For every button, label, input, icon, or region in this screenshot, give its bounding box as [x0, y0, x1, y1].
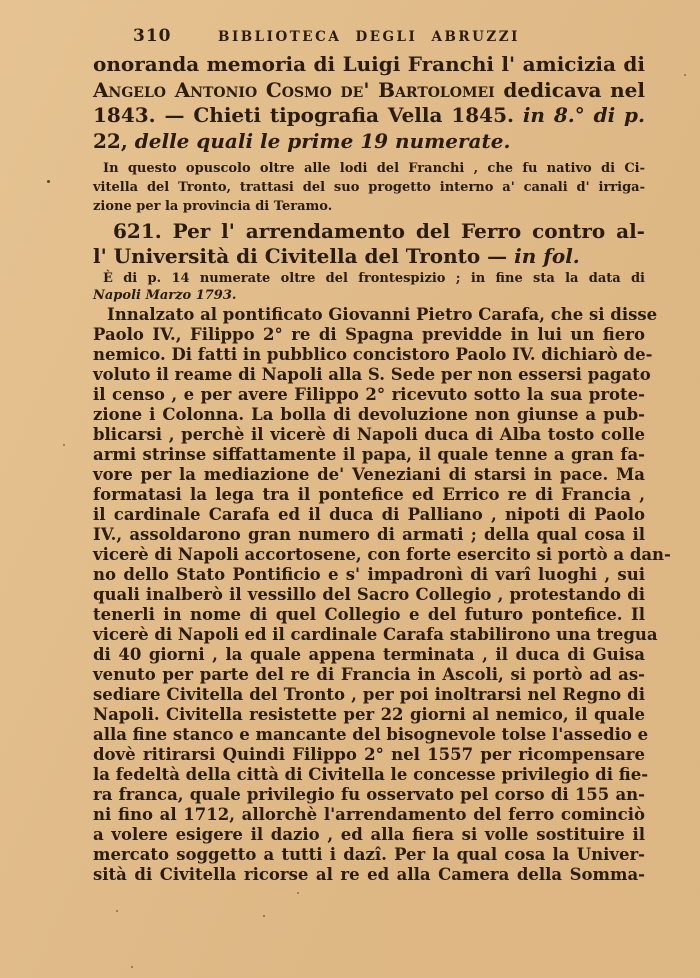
- note-line: zione per la provincia di Teramo.: [93, 199, 333, 214]
- intro-line: [93, 78, 645, 104]
- running-title: BIBLIOTECA DEGLI ABRUZZI: [218, 29, 520, 45]
- bibliographic-note-1: [93, 159, 645, 216]
- body-line: alla fine stanco e mancante del bisognevole tolse l'assedio e: [93, 725, 649, 744]
- format-note: in fol.: [514, 244, 580, 268]
- scan-speck: [263, 915, 265, 917]
- intro-line: onoranda memoria di Luigi Franchi l' amicizia di: [93, 52, 645, 76]
- note-line: Napoli Marzo 1793.: [93, 287, 237, 303]
- page-number: 310: [133, 26, 172, 46]
- running-header: [93, 26, 645, 48]
- bibliographic-note-2: [93, 271, 645, 304]
- scan-speck: [47, 180, 50, 183]
- body-line: Innalzato al pontificato Giovanni Pietro Carafa, che si disse: [107, 305, 658, 324]
- scan-speck: [684, 74, 686, 76]
- body-line: dovè ritirarsi Quindi Filippo 2° nel 1557 per ricompensare: [93, 745, 645, 764]
- intro-line-rest: dedicava nel: [494, 77, 645, 102]
- note-line: In questo opuscolo oltre alle lodi del Franchi , che fu nativo di Ci-: [103, 161, 645, 176]
- entry-number: 621.: [113, 219, 173, 243]
- entry-title: Per l' arrendamento del Ferro contro al-: [172, 219, 645, 243]
- author-names: Angelo Antonio Cosmo de' Bartolomei: [93, 77, 495, 102]
- body-line: sediare Civitella del Tronto , per poi inoltrarsi nel Regno di: [93, 685, 645, 704]
- body-line: di 40 giorni , la quale appena terminata , il duca di Guisa: [93, 645, 645, 664]
- body-line: nemico. Di fatti in pubblico concistoro Paolo IV. dichiarò de-: [93, 345, 653, 364]
- body-line: no dello Stato Pontificio e s' impadronì di varî luoghi , sui: [93, 565, 645, 584]
- body-line: vicerè di Napoli ed il cardinale Carafa stabilirono una tregua: [93, 625, 658, 644]
- body-line: il cardinale Carafa ed il duca di Palliano , nipoti di Paolo: [93, 505, 645, 524]
- scan-speck: [63, 444, 65, 446]
- body-line: ra franca, quale privilegio fu osservato pel corso di 155 an-: [93, 785, 645, 804]
- body-line: quali inalberò il vessillo del Sacro Collegio , protestando di: [93, 585, 645, 604]
- body-line: blicarsi , perchè il vicerè di Napoli duca di Alba tosto colle: [93, 425, 645, 444]
- body-line: voluto il reame di Napoli alla S. Sede per non essersi pagato: [93, 365, 651, 384]
- body-line: Napoli. Civitella resistette per 22 giorni al nemico, il quale: [93, 705, 645, 724]
- body-line: mercato soggetto a tutti i dazî. Per la qual cosa la Univer-: [93, 845, 645, 864]
- body-line: zione i Colonna. La bolla di devoluzione non giunse a pub-: [93, 405, 645, 424]
- body-line: vicerè di Napoli accortosene, con forte esercito si portò a dan-: [93, 545, 671, 564]
- body-line: il censo , e per avere Filippo 2° ricevuto sotto la sua prote-: [93, 385, 645, 404]
- body-line: venuto per parte del re di Francia in Ascoli, si portò ad as-: [93, 665, 645, 684]
- entry-line: [93, 244, 645, 269]
- note-line: vitella del Tronto, trattasi del suo progetto interno a' canali d' irriga-: [93, 180, 645, 195]
- entry-title: l' Università di Civitella del Tronto —: [93, 244, 515, 268]
- body-line: Paolo IV., Filippo 2° re di Spagna previdde in lui un fiero: [93, 325, 645, 344]
- note-line: È di p. 14 numerate oltre del frontespizio ; in fine sta la data di: [103, 271, 645, 286]
- intro-line: [93, 103, 645, 129]
- imprint-text: 1843. — Chieti tipografia Vella 1845.: [93, 103, 523, 127]
- entry-621-body: [93, 305, 671, 885]
- body-line: IV., assoldarono gran numero di armati ; della qual cosa il: [93, 525, 645, 544]
- body-line: sità di Civitella ricorse al re ed alla Camera della Somma-: [93, 865, 645, 884]
- body-line: armi strinse siffattamente il papa, il quale tenne a gran fa-: [93, 445, 645, 464]
- body-line: tenerli in nome di quel Collegio e del futuro pontefice. Il: [93, 605, 645, 624]
- text-column: [93, 0, 671, 978]
- scan-speck: [116, 910, 118, 912]
- scan-speck: [297, 892, 299, 894]
- body-line: ni fino al 1712, allorchè l'arrendamento del ferro cominciò: [93, 805, 645, 824]
- body-line: la fedeltà della città di Civitella le concesse privilegio di fie-: [93, 765, 649, 784]
- format-note: in 8.° di p.: [522, 103, 645, 127]
- entry-line: [93, 219, 645, 244]
- scan-speck: [131, 966, 133, 968]
- imprint-text: 22,: [93, 128, 135, 153]
- entry-620-continuation: [93, 52, 645, 154]
- format-note: delle quali le prime 19 numerate.: [134, 128, 511, 153]
- body-line: formatasi la lega tra il pontefice ed Errico re di Francia ,: [93, 485, 645, 504]
- body-line: vore per la mediazione de' Veneziani di starsi in pace. Ma: [93, 465, 645, 484]
- intro-line: [93, 129, 645, 155]
- body-line: a volere esigere il dazio , ed alla fiera si volle sostituire il: [93, 825, 645, 844]
- entry-621-heading: [93, 219, 645, 269]
